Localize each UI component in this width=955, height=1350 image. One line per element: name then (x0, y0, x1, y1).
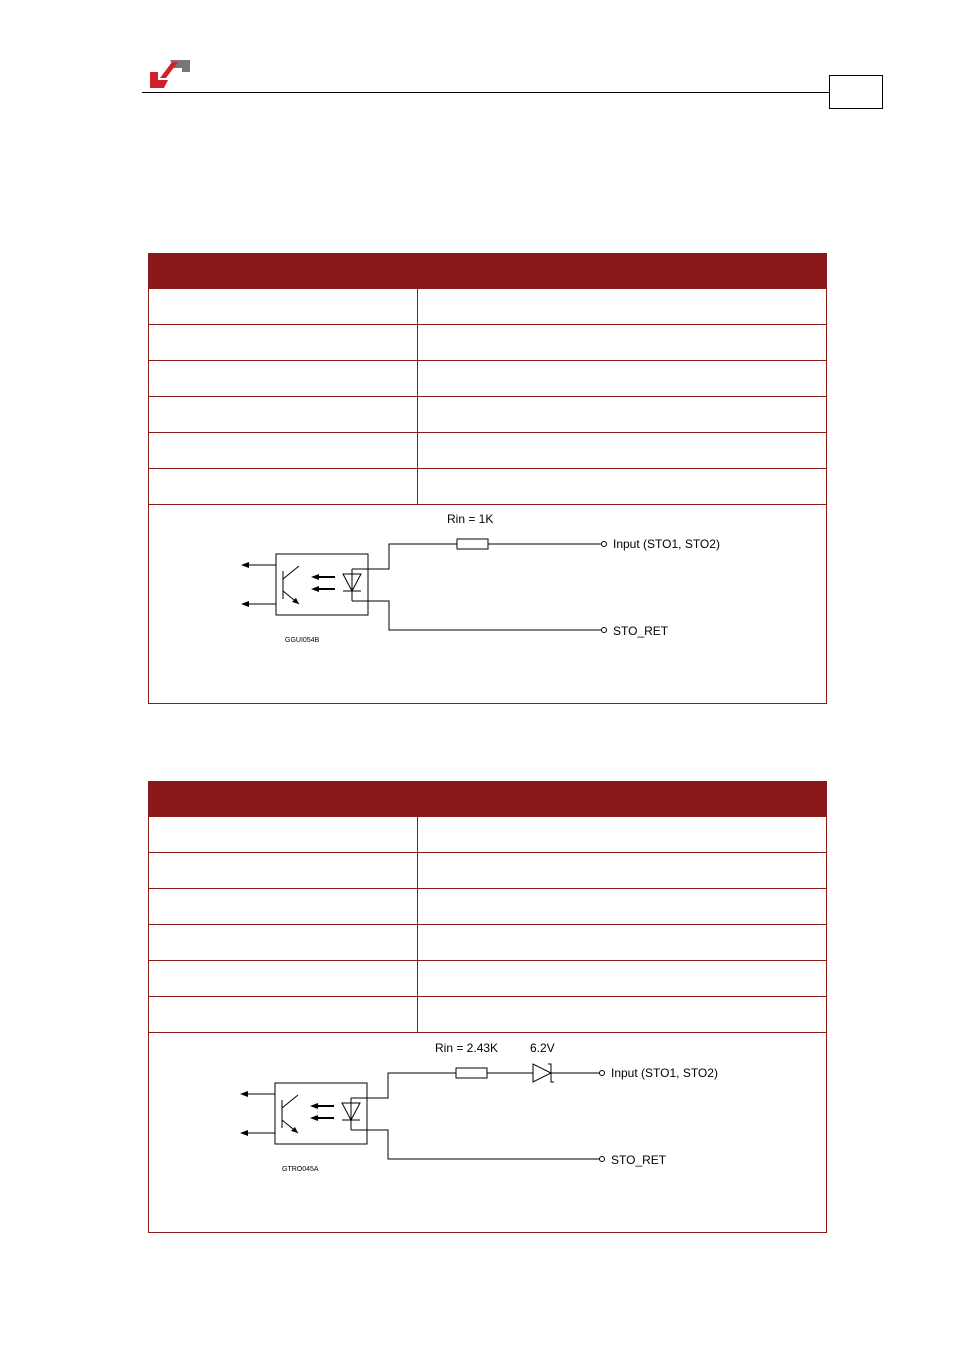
return-label: STO_RET (611, 1153, 667, 1167)
figure-id: GGUI054B (285, 637, 320, 644)
figure-id: GTRO045A (282, 1166, 319, 1173)
table-row (149, 468, 826, 504)
resistor-label: Rin = 2.43K (435, 1041, 499, 1055)
input-label: Input (STO1, STO2) (611, 1066, 718, 1080)
optocoupler-schematic (149, 505, 825, 703)
table-cell (418, 925, 826, 960)
table-cell (418, 289, 826, 324)
table-cell (149, 289, 418, 324)
table-row (149, 324, 826, 360)
table-cell (149, 325, 418, 360)
table-row (149, 852, 826, 888)
table-row (149, 816, 826, 852)
table-cell (418, 397, 826, 432)
table-row (149, 960, 826, 996)
table-cell (149, 853, 418, 888)
table-cell (418, 997, 826, 1032)
table-row (149, 360, 826, 396)
spec-table-2 (148, 781, 827, 1233)
input-label: Input (STO1, STO2) (613, 537, 720, 551)
table-header (149, 254, 826, 288)
company-logo-icon (148, 58, 190, 88)
table-cell (418, 433, 826, 468)
table-cell (149, 433, 418, 468)
header-rule (142, 92, 830, 93)
table-cell (149, 889, 418, 924)
table-cell (418, 325, 826, 360)
page-number-box (829, 75, 883, 109)
table-row (149, 432, 826, 468)
table-cell (149, 925, 418, 960)
table-cell (149, 469, 418, 504)
circuit-diagram-2 (149, 1032, 826, 1231)
table-cell (418, 361, 826, 396)
table-cell (418, 853, 826, 888)
table-row (149, 288, 826, 324)
circuit-diagram-1 (149, 504, 826, 702)
table-cell (418, 961, 826, 996)
table-cell (418, 889, 826, 924)
spec-table-1 (148, 253, 827, 704)
table-row (149, 924, 826, 960)
table-cell (418, 817, 826, 852)
zener-label: 6.2V (530, 1041, 555, 1055)
table-row (149, 996, 826, 1032)
table-cell (149, 817, 418, 852)
table-row (149, 396, 826, 432)
table-cell (149, 397, 418, 432)
optocoupler-zener-schematic (149, 1033, 825, 1232)
resistor-label: Rin = 1K (447, 512, 494, 526)
table-header (149, 782, 826, 816)
table-cell (149, 361, 418, 396)
table-cell (418, 469, 826, 504)
table-cell (149, 997, 418, 1032)
return-label: STO_RET (613, 624, 669, 638)
table-cell (149, 961, 418, 996)
table-row (149, 888, 826, 924)
